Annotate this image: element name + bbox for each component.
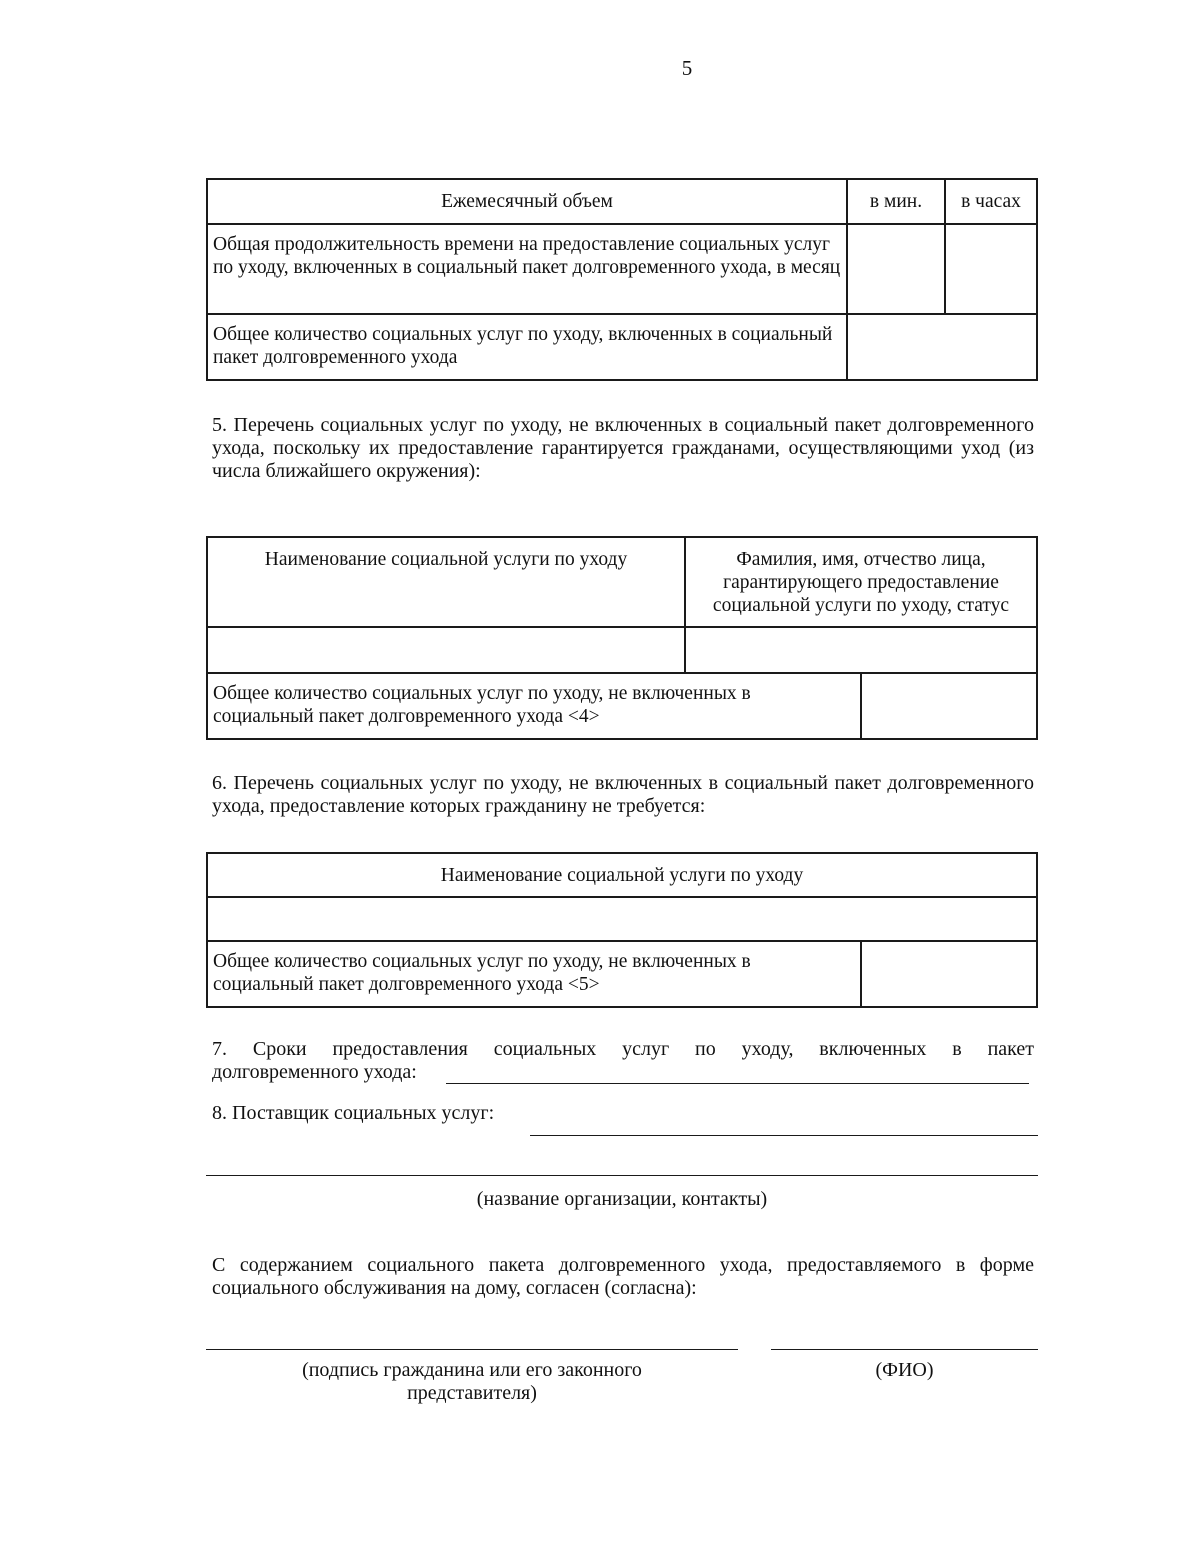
provider-details-fill-line[interactable] [206, 1175, 1038, 1176]
total-duration-label: Общая продолжительность времени на предоставление социальных услуг по уходу, включенных в социальный пакет долговременного ухода, в месяц [207, 224, 847, 314]
full-name-caption: (ФИО) [875, 1359, 934, 1381]
total-services-label: Общее количество социальных услуг по уходу, включенных в социальный пакет долговременного ухода [207, 314, 847, 380]
signature-caption-line-1: (подпись гражданина или его законного [302, 1359, 642, 1381]
provider-fill-line[interactable] [530, 1135, 1038, 1136]
signature-fill-line[interactable] [206, 1349, 738, 1350]
section-8-label: 8. Поставщик социальных услуг: [212, 1102, 495, 1124]
agreement-text: С содержанием социального пакета долговременного ухода, предоставляемого в форме социального обслуживания на дому, согласен (согласна): [212, 1254, 1034, 1299]
signature-caption-line-2: представителя) [407, 1382, 537, 1404]
section-7-line-1: 7. Сроки предоставления социальных услуг по уходу, включенных в пакет [212, 1038, 1034, 1060]
not-required-total-cell[interactable] [861, 941, 1037, 1007]
section-7-line-2: долговременного ухода: [212, 1061, 417, 1083]
services-not-included-total-label: Общее количество социальных услуг по уходу, не включенных в социальный пакет долговременного ухода <4> [207, 673, 861, 739]
caregiver-name-cell[interactable] [685, 627, 1037, 673]
service-name-cell[interactable] [207, 627, 685, 673]
terms-fill-line[interactable] [446, 1083, 1029, 1084]
page-number: 5 [681, 56, 693, 80]
services-not-included-total-cell[interactable] [861, 673, 1037, 739]
total-services-value-cell[interactable] [847, 314, 1037, 380]
monthly-volume-table [206, 178, 1038, 381]
section-5-text: 5. Перечень социальных услуг по уходу, не включенных в социальный пакет долговременного ухода, поскольку их предоставление гарантируется гражданами, осуществляющими уход (из числа ближайшего окружения): [212, 414, 1034, 482]
section-6-text: 6. Перечень социальных услуг по уходу, не включенных в социальный пакет долговременного ухода, предоставление которых гражданину не требуется: [212, 772, 1034, 817]
minutes-column-header: в мин. [847, 179, 945, 224]
total-duration-minutes-cell[interactable] [847, 224, 945, 314]
hours-column-header: в часах [945, 179, 1037, 224]
service-name-header: Наименование социальной услуги по уходу [207, 537, 685, 627]
signature-caption [206, 1359, 738, 1405]
provider-caption: (название организации, контакты) [476, 1188, 768, 1210]
services-by-caregivers-table [206, 536, 1038, 740]
caregiver-name-header: Фамилия, имя, отчество лица, гарантирующего предоставление социальной услуги по уходу, статус [685, 537, 1037, 627]
total-duration-hours-cell[interactable] [945, 224, 1037, 314]
monthly-volume-header: Ежемесячный объем [207, 179, 847, 224]
not-required-total-label: Общее количество социальных услуг по уходу, не включенных в социальный пакет долговременного ухода <5> [207, 941, 861, 1007]
not-required-service-name-header: Наименование социальной услуги по уходу [207, 853, 1037, 897]
services-not-required-table [206, 852, 1038, 1008]
not-required-service-name-cell[interactable] [207, 897, 1037, 941]
full-name-fill-line[interactable] [771, 1349, 1038, 1350]
